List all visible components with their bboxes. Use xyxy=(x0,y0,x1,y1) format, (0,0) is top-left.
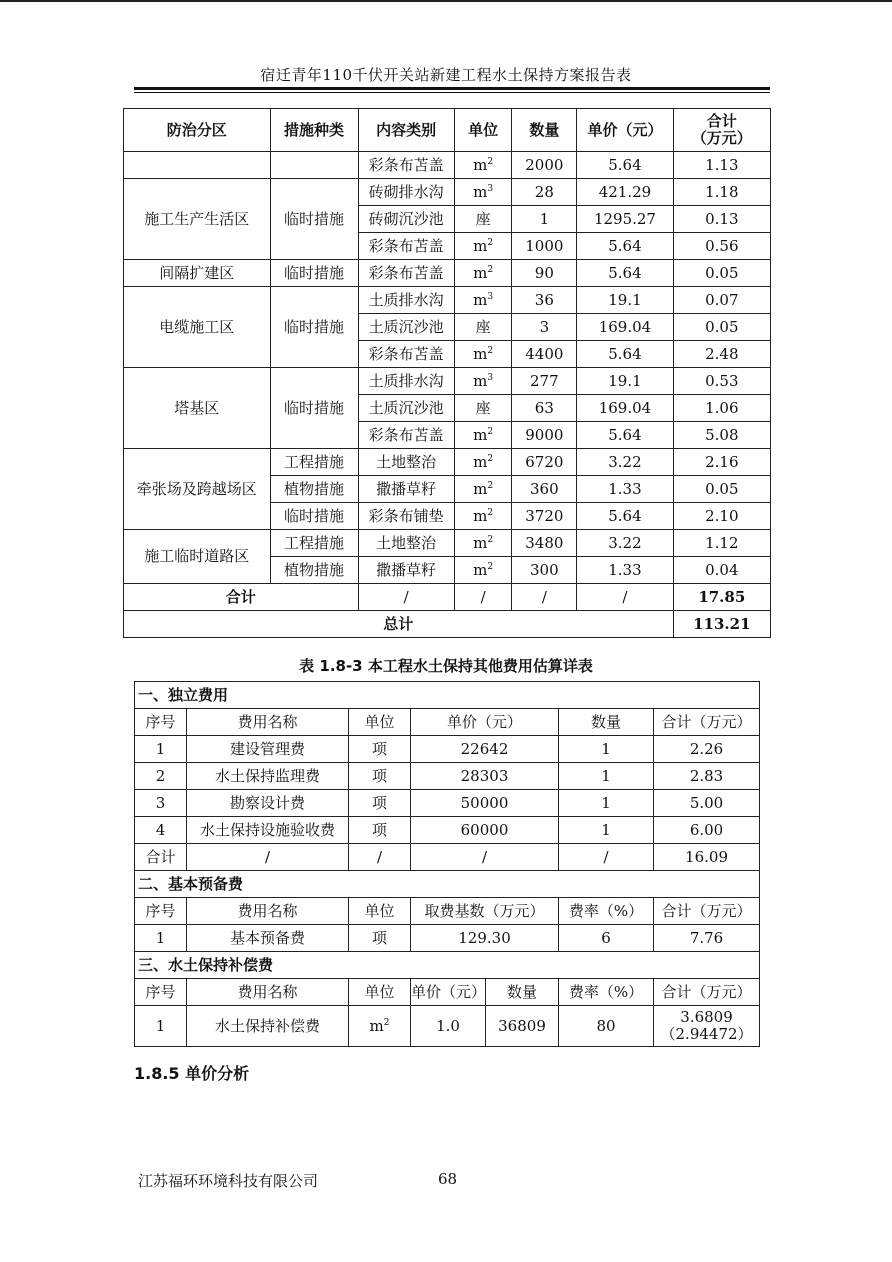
no-cell: 1 xyxy=(135,736,187,763)
zone-cell: 塔基区 xyxy=(124,368,271,449)
subtotal-row xyxy=(124,584,771,611)
header-total: 合计（万元） xyxy=(654,709,760,736)
sum-qty: / xyxy=(559,844,654,871)
content-cell: 彩条布苫盖 xyxy=(358,341,454,368)
header-zone: 防治分区 xyxy=(124,109,271,152)
unit-cell: 项 xyxy=(349,790,411,817)
table-header-row xyxy=(135,979,760,1006)
qty-cell: 90 xyxy=(512,260,577,287)
price-cell: 421.29 xyxy=(577,179,673,206)
unit-cell: $m^2$ xyxy=(454,260,512,287)
header-unit-price: 单价（元） xyxy=(411,979,486,1006)
price-cell: 5.64 xyxy=(577,233,673,260)
price-cell: 5.64 xyxy=(577,422,673,449)
content-cell: 彩条布苫盖 xyxy=(358,152,454,179)
section-title-row xyxy=(135,952,760,979)
no-cell: 4 xyxy=(135,817,187,844)
header-measure-type: 措施种类 xyxy=(270,109,358,152)
footer-company: 江苏福环环境科技有限公司 xyxy=(138,1172,319,1190)
table-row xyxy=(135,925,760,952)
measures-cost-table xyxy=(123,108,771,638)
table-row xyxy=(124,152,771,179)
qty-cell: 3480 xyxy=(512,530,577,557)
total-cell xyxy=(654,1006,760,1047)
total-cell: 2.48 xyxy=(673,341,770,368)
total-cell: 0.05 xyxy=(673,314,770,341)
measure-cell: 植物措施 xyxy=(270,476,358,503)
header-rule-thick xyxy=(134,87,770,90)
header-name: 费用名称 xyxy=(187,709,349,736)
header-total-line2: （万元） xyxy=(691,129,752,147)
table-row xyxy=(135,763,760,790)
qty-cell: 4400 xyxy=(512,341,577,368)
content-cell: 砖砌排水沟 xyxy=(358,179,454,206)
name-cell: 水土保持监理费 xyxy=(187,763,349,790)
price-cell: 169.04 xyxy=(577,314,673,341)
page-number: 68 xyxy=(438,1170,458,1188)
table-row xyxy=(124,368,771,395)
unit-cell: $m^2$ xyxy=(454,341,512,368)
table-caption: 表 1.8-3 本工程水土保持其他费用估算详表 xyxy=(299,657,593,675)
total-cell: 0.07 xyxy=(673,287,770,314)
header-rate: 费率（%） xyxy=(559,979,654,1006)
sum-name: / xyxy=(187,844,349,871)
price-cell: 5.64 xyxy=(577,341,673,368)
qty-cell: 36 xyxy=(512,287,577,314)
sum-unit: / xyxy=(349,844,411,871)
qty-cell: 3720 xyxy=(512,503,577,530)
unit-cell: $m^3$ xyxy=(454,368,512,395)
price-cell: 5.64 xyxy=(577,152,673,179)
table-row xyxy=(135,736,760,763)
measure-cell: 工程措施 xyxy=(270,449,358,476)
sum-price: / xyxy=(411,844,559,871)
zone-cell: 牵张场及跨越场区 xyxy=(124,449,271,530)
subtotal-price: / xyxy=(577,584,673,611)
total-cell: 0.53 xyxy=(673,368,770,395)
price-cell: 19.1 xyxy=(577,368,673,395)
table-row xyxy=(135,817,760,844)
header-quantity: 数量 xyxy=(512,109,577,152)
table-header-row xyxy=(135,709,760,736)
subtotal-label: 合计 xyxy=(124,584,359,611)
header-quantity: 数量 xyxy=(559,709,654,736)
total-cell: 2.26 xyxy=(654,736,760,763)
subtotal-qty: / xyxy=(512,584,577,611)
total-cell: 1.18 xyxy=(673,179,770,206)
header-total-line1: 合计 xyxy=(706,112,737,130)
total-cell: 2.16 xyxy=(673,449,770,476)
header-unit: 单位 xyxy=(349,709,411,736)
page-top-border xyxy=(0,0,892,2)
price-cell: 5.64 xyxy=(577,503,673,530)
name-cell: 勘察设计费 xyxy=(187,790,349,817)
no-cell: 1 xyxy=(135,925,187,952)
name-cell: 水土保持设施验收费 xyxy=(187,817,349,844)
measure-cell: 工程措施 xyxy=(270,530,358,557)
content-cell: 土质排水沟 xyxy=(358,287,454,314)
qty-cell: 2000 xyxy=(512,152,577,179)
header-unit: 单位 xyxy=(454,109,512,152)
header-total xyxy=(673,109,770,152)
price-cell: 169.04 xyxy=(577,395,673,422)
price-cell: 3.22 xyxy=(577,449,673,476)
header-content: 内容类别 xyxy=(358,109,454,152)
measure-cell: 临时措施 xyxy=(270,503,358,530)
total-cell: 0.56 xyxy=(673,233,770,260)
price-cell: 28303 xyxy=(411,763,559,790)
content-cell: 撒播草籽 xyxy=(358,557,454,584)
table-row xyxy=(124,260,771,287)
rate-cell: 6 xyxy=(559,925,654,952)
content-cell: 撒播草籽 xyxy=(358,476,454,503)
zone-cell: 间隔扩建区 xyxy=(124,260,271,287)
table-row xyxy=(124,530,771,557)
price-cell: 3.22 xyxy=(577,530,673,557)
zone-cell: 电缆施工区 xyxy=(124,287,271,368)
total-cell: 0.05 xyxy=(673,476,770,503)
total-cell: 0.13 xyxy=(673,206,770,233)
content-cell: 砖砌沉沙池 xyxy=(358,206,454,233)
total-cell: 7.76 xyxy=(654,925,760,952)
total-cell: 0.04 xyxy=(673,557,770,584)
sum-total: 16.09 xyxy=(654,844,760,871)
total-cell: 6.00 xyxy=(654,817,760,844)
qty-cell: 3 xyxy=(512,314,577,341)
qty-cell: 63 xyxy=(512,395,577,422)
qty-cell: 360 xyxy=(512,476,577,503)
price-cell: 19.1 xyxy=(577,287,673,314)
unit-cell: $m^2$ xyxy=(454,233,512,260)
qty-cell: 300 xyxy=(512,557,577,584)
table-row xyxy=(135,1006,760,1047)
price-cell: 22642 xyxy=(411,736,559,763)
header-unit: 单位 xyxy=(349,979,411,1006)
section-basic-reserve: 二、基本预备费 xyxy=(135,871,760,898)
unit-cell: $m^2$ xyxy=(454,530,512,557)
table-row xyxy=(124,179,771,206)
subtotal-content: / xyxy=(358,584,454,611)
content-cell: 土质沉沙池 xyxy=(358,395,454,422)
total-cell: 2.83 xyxy=(654,763,760,790)
measure-cell: 植物措施 xyxy=(270,557,358,584)
qty-cell: 1 xyxy=(559,790,654,817)
section-title-row xyxy=(135,682,760,709)
content-cell: 土地整治 xyxy=(358,449,454,476)
header-rate: 费率（%） xyxy=(559,898,654,925)
header-unit: 单位 xyxy=(349,898,411,925)
header-unit-price: 单价（元） xyxy=(411,709,559,736)
qty-cell: 28 xyxy=(512,179,577,206)
unit-cell: $m^2$ xyxy=(454,449,512,476)
content-cell: 彩条布苫盖 xyxy=(358,260,454,287)
total-cell: 1.13 xyxy=(673,152,770,179)
table-row xyxy=(135,790,760,817)
qty-cell: 1 xyxy=(559,817,654,844)
qty-cell: 6720 xyxy=(512,449,577,476)
measure-cell-empty xyxy=(270,152,358,179)
no-cell: 3 xyxy=(135,790,187,817)
header-total: 合计（万元） xyxy=(654,898,760,925)
unit-cell: $m^2$ xyxy=(454,152,512,179)
rate-cell: 80 xyxy=(559,1006,654,1047)
unit-cell: 项 xyxy=(349,763,411,790)
total-cell: 5.00 xyxy=(654,790,760,817)
grand-total-value: 113.21 xyxy=(673,611,770,638)
table-header-row xyxy=(135,898,760,925)
unit-cell: $m^2$ xyxy=(454,476,512,503)
unit-cell: 座 xyxy=(454,314,512,341)
grand-total-row xyxy=(124,611,771,638)
table-row xyxy=(124,287,771,314)
total-cell: 2.10 xyxy=(673,503,770,530)
header-no: 序号 xyxy=(135,979,187,1006)
measure-cell: 临时措施 xyxy=(270,179,358,260)
section-compensation-fee: 三、水土保持补偿费 xyxy=(135,952,760,979)
header-no: 序号 xyxy=(135,709,187,736)
unit-cell: 项 xyxy=(349,925,411,952)
header-name: 费用名称 xyxy=(187,979,349,1006)
price-cell: 1295.27 xyxy=(577,206,673,233)
content-cell: 彩条布苫盖 xyxy=(358,233,454,260)
price-cell: 5.64 xyxy=(577,260,673,287)
unit-cell: 项 xyxy=(349,736,411,763)
total-line2: （2.94472） xyxy=(660,1025,753,1043)
qty-cell: 1 xyxy=(559,763,654,790)
fee-base-cell: 129.30 xyxy=(411,925,559,952)
no-cell: 1 xyxy=(135,1006,187,1047)
measure-cell: 临时措施 xyxy=(270,287,358,368)
price-cell: 50000 xyxy=(411,790,559,817)
table-row xyxy=(124,449,771,476)
unit-cell: $m^2$ xyxy=(454,557,512,584)
header-total: 合计（万元） xyxy=(654,979,760,1006)
section-title-row xyxy=(135,871,760,898)
content-cell: 土质排水沟 xyxy=(358,368,454,395)
content-cell: 彩条布苫盖 xyxy=(358,422,454,449)
content-cell: 土地整治 xyxy=(358,530,454,557)
total-cell: 1.12 xyxy=(673,530,770,557)
zone-cell-empty xyxy=(124,152,271,179)
price-cell: 60000 xyxy=(411,817,559,844)
header-name: 费用名称 xyxy=(187,898,349,925)
name-cell: 基本预备费 xyxy=(187,925,349,952)
qty-cell: 1 xyxy=(559,736,654,763)
unit-cell: 座 xyxy=(454,206,512,233)
total-cell: 1.06 xyxy=(673,395,770,422)
content-cell: 土质沉沙池 xyxy=(358,314,454,341)
grand-total-label: 总计 xyxy=(124,611,674,638)
header-unit-price: 单价（元） xyxy=(577,109,673,152)
unit-cell: $m^3$ xyxy=(454,179,512,206)
unit-cell: $m^2$ xyxy=(349,1006,411,1047)
measure-cell: 临时措施 xyxy=(270,260,358,287)
unit-cell: $m^3$ xyxy=(454,287,512,314)
qty-cell: 36809 xyxy=(486,1006,559,1047)
subtotal-unit: / xyxy=(454,584,512,611)
total-line1: 3.6809 xyxy=(680,1008,733,1026)
sum-row xyxy=(135,844,760,871)
total-cell: 0.05 xyxy=(673,260,770,287)
content-cell: 彩条布铺垫 xyxy=(358,503,454,530)
qty-cell: 1000 xyxy=(512,233,577,260)
other-costs-table xyxy=(134,681,760,1047)
section-heading: 1.8.5 单价分析 xyxy=(134,1064,250,1083)
zone-cell: 施工生产生活区 xyxy=(124,179,271,260)
zone-cell: 施工临时道路区 xyxy=(124,530,271,584)
price-cell: 1.33 xyxy=(577,557,673,584)
no-cell: 2 xyxy=(135,763,187,790)
unit-cell: $m^2$ xyxy=(454,422,512,449)
qty-cell: 1 xyxy=(512,206,577,233)
header-fee-base: 取费基数（万元） xyxy=(411,898,559,925)
price-cell: 1.33 xyxy=(577,476,673,503)
price-cell: 1.0 xyxy=(411,1006,486,1047)
measure-cell: 临时措施 xyxy=(270,368,358,449)
table-header-row xyxy=(124,109,771,152)
unit-cell: 项 xyxy=(349,817,411,844)
document-header-title: 宿迁青年110千伏开关站新建工程水土保持方案报告表 xyxy=(260,66,632,84)
total-cell: 5.08 xyxy=(673,422,770,449)
header-quantity: 数量 xyxy=(486,979,559,1006)
qty-cell: 277 xyxy=(512,368,577,395)
name-cell: 建设管理费 xyxy=(187,736,349,763)
unit-cell: $m^2$ xyxy=(454,503,512,530)
sum-label: 合计 xyxy=(135,844,187,871)
header-rule-thin xyxy=(134,92,770,93)
subtotal-total: 17.85 xyxy=(673,584,770,611)
section-independent-costs: 一、独立费用 xyxy=(135,682,760,709)
qty-cell: 9000 xyxy=(512,422,577,449)
header-no: 序号 xyxy=(135,898,187,925)
name-cell: 水土保持补偿费 xyxy=(187,1006,349,1047)
unit-cell: 座 xyxy=(454,395,512,422)
